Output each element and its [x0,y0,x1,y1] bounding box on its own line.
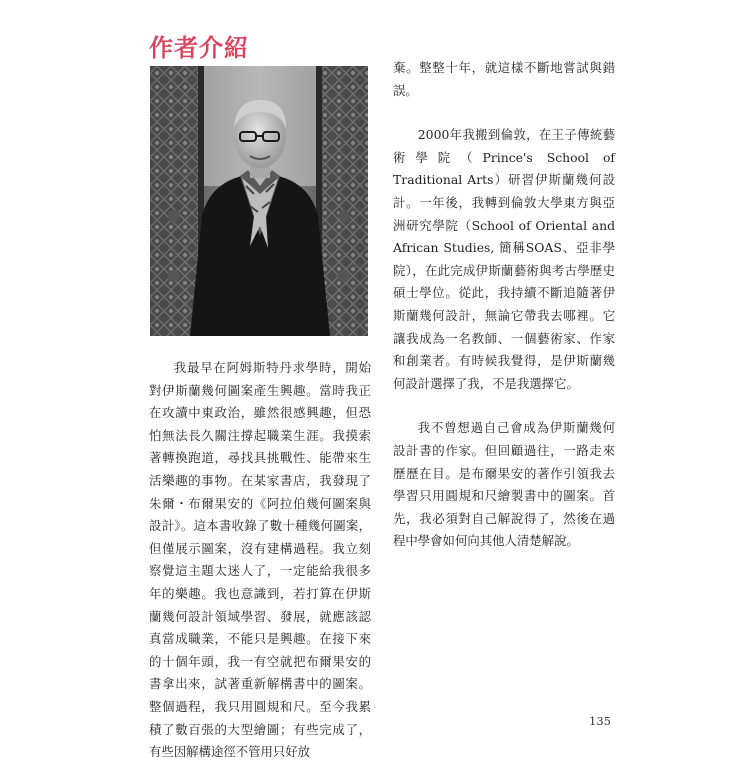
author-photo [150,66,368,336]
body-paragraph-3: 我不曾想過自己會成為伊斯蘭幾何設計書的作家。但回顧過往，一路走來歷歷在目。是布爾果安的著作引領我去學習只用圓規和尺繪製書中的圖案。首先，我必須對自己解說得了，然後在過程中學會如何向其他人清楚解說。 [393,420,615,549]
right-text-column [393,57,615,553]
body-paragraph: 我最早在阿姆斯特丹求學時，開始對伊斯蘭幾何圖案產生興趣。當時我正在攻讀中東政治，雖然很感興趣，但恐怕無法長久關注撐起職業生涯。我摸索著轉換跑道，尋找具挑戰性、能帶來生活樂趣的事物。在某家書店，我發現了朱爾・布爾果安的《阿拉伯幾何圖案與設計》。這本書收錄了數十種幾何圖案，但僅展示圖案，沒有建構過程。我立刻察覺這主題太迷人了，一定能給我很多年的樂趣。我也意識到，若打算在伊斯蘭幾何設計領域學習、發展，就應該認真當成職業，不能只是興趣。在接下來的十個年頭，我一有空就把布爾果安的書拿出來，試著重新解構書中的圖案。整個過程，我只用圓規和尺。至今我累積了數百張的大型繪圖；有些完成了，有些因解構途徑不管用只好放 [149,360,371,760]
page-number: 135 [589,714,611,728]
body-paragraph-2: 2000年我搬到倫敦，在王子傳統藝術學院（Prince's School of Traditional Arts）研習伊斯蘭幾何設計。一年後，我轉到倫敦大學東方與亞洲研究學院（School of Oriental and African Studies, 簡稱SOAS、亞非學院），在此完成伊斯蘭藝術與考古學歷史碩士學位。從此，我持續不斷追隨著伊斯蘭幾何設計，無論它帶我去哪裡。它讓我成為一名教師、一個藝術家、作家和創業者。有時候我覺得，是伊斯蘭幾何設計選擇了我，不是我選擇它。 [393,127,615,391]
author-portrait-image [150,66,368,336]
continued-paragraph: 棄。整整十年，就這樣不斷地嘗試與錯誤。 [393,60,615,98]
page-heading: 作者介紹 [149,34,249,62]
left-text-column [149,357,371,764]
